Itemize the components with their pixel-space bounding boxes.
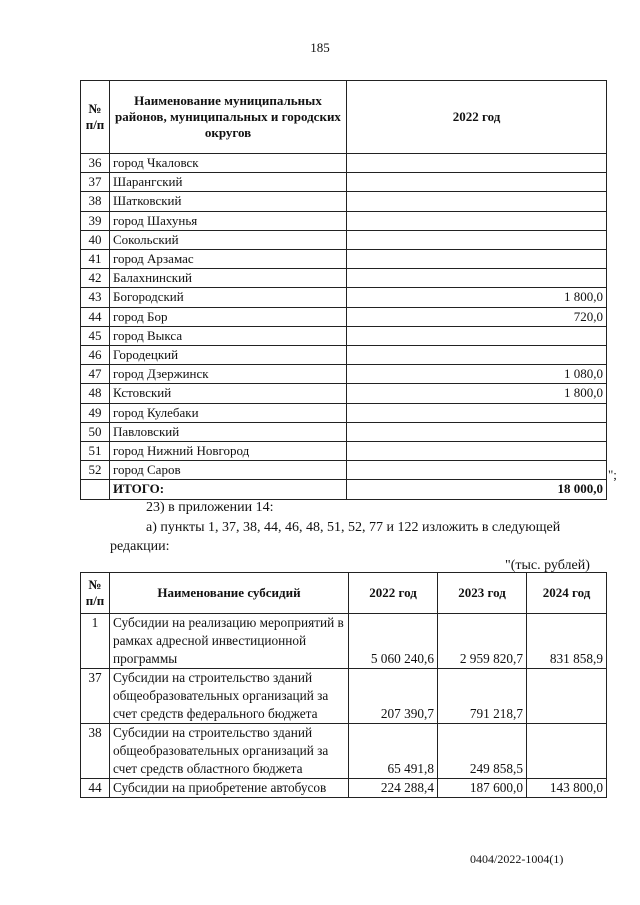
row-value: 1 800,0 <box>347 288 607 307</box>
row-value: 1 800,0 <box>347 384 607 403</box>
row-num: 43 <box>81 288 110 307</box>
row-num: 36 <box>81 154 110 173</box>
table-row <box>81 669 607 724</box>
row-num: 45 <box>81 326 110 345</box>
table-row <box>81 173 607 192</box>
row-value <box>347 403 607 422</box>
row-value: 1 080,0 <box>347 365 607 384</box>
table-row <box>81 326 607 345</box>
row-value <box>347 250 607 269</box>
table-row <box>81 230 607 249</box>
table-row <box>81 192 607 211</box>
table-row <box>81 269 607 288</box>
row-value <box>347 211 607 230</box>
row-num: 38 <box>81 724 110 779</box>
row-name: Балахнинский <box>110 269 347 288</box>
closing-quote: "; <box>608 467 617 482</box>
row-value <box>347 173 607 192</box>
table-body <box>81 154 607 500</box>
row-value <box>347 326 607 345</box>
municipal-districts-table <box>80 80 607 500</box>
paragraph-line-1: 23) в приложении 14: <box>146 500 274 515</box>
row-num: 47 <box>81 365 110 384</box>
header-year: 2022 год <box>347 81 607 154</box>
units-label: "(тыс. рублей) <box>505 558 590 573</box>
subsidies-table <box>80 572 607 798</box>
table-row <box>81 346 607 365</box>
row-value <box>347 442 607 461</box>
row-num: 44 <box>81 779 110 798</box>
paragraph-line-2: а) пункты 1, 37, 38, 44, 46, 48, 51, 52, 77 и 122 изложить в следующей <box>146 520 561 535</box>
header-2022: 2022 год <box>349 573 438 614</box>
total-num <box>81 480 110 499</box>
row-name: Шарангский <box>110 173 347 192</box>
header-num: № п/п <box>81 81 110 154</box>
row-2022: 5 060 240,6 <box>349 614 438 669</box>
row-num: 42 <box>81 269 110 288</box>
table-row <box>81 442 607 461</box>
row-2023: 791 218,7 <box>438 669 527 724</box>
row-num: 51 <box>81 442 110 461</box>
total-value: 18 000,0 <box>347 480 607 499</box>
row-2024 <box>527 724 607 779</box>
row-name: Субсидии на строительство зданий общеобразовательных организаций за счет средств областного бюджета <box>110 724 349 779</box>
table-row <box>81 250 607 269</box>
row-name: город Чкаловск <box>110 154 347 173</box>
row-value <box>347 422 607 441</box>
row-num: 49 <box>81 403 110 422</box>
row-name: город Саров <box>110 461 347 480</box>
header-name: Наименование субсидий <box>110 573 349 614</box>
row-value: 720,0 <box>347 307 607 326</box>
row-value <box>347 269 607 288</box>
row-name: Сокольский <box>110 230 347 249</box>
table-row <box>81 365 607 384</box>
row-num: 44 <box>81 307 110 326</box>
table-header-row <box>81 573 607 614</box>
row-name: Городецкий <box>110 346 347 365</box>
table-row <box>81 614 607 669</box>
row-2024: 831 858,9 <box>527 614 607 669</box>
row-num: 37 <box>81 173 110 192</box>
row-2022: 207 390,7 <box>349 669 438 724</box>
table-row <box>81 307 607 326</box>
total-row <box>81 480 607 499</box>
row-name: город Арзамас <box>110 250 347 269</box>
row-name: город Шахунья <box>110 211 347 230</box>
row-2023: 187 600,0 <box>438 779 527 798</box>
row-name: Субсидии на строительство зданий общеобразовательных организаций за счет средств федерального бюджета <box>110 669 349 724</box>
row-num: 1 <box>81 614 110 669</box>
row-value <box>347 461 607 480</box>
table-row <box>81 724 607 779</box>
row-name: Субсидии на реализацию мероприятий в рамках адресной инвестиционной программы <box>110 614 349 669</box>
row-value <box>347 154 607 173</box>
table-row <box>81 384 607 403</box>
row-2023: 249 858,5 <box>438 724 527 779</box>
row-name: Кстовский <box>110 384 347 403</box>
row-num: 48 <box>81 384 110 403</box>
row-2022: 224 288,4 <box>349 779 438 798</box>
row-name: Шатковский <box>110 192 347 211</box>
row-name: город Бор <box>110 307 347 326</box>
row-value <box>347 192 607 211</box>
row-value <box>347 230 607 249</box>
row-name: город Выкса <box>110 326 347 345</box>
table-row <box>81 403 607 422</box>
row-num: 37 <box>81 669 110 724</box>
table-row <box>81 461 607 480</box>
row-num: 41 <box>81 250 110 269</box>
header-num: № п/п <box>81 573 110 614</box>
row-name: Павловский <box>110 422 347 441</box>
table-body <box>81 614 607 798</box>
row-2023: 2 959 820,7 <box>438 614 527 669</box>
row-name: Богородский <box>110 288 347 307</box>
header-2024: 2024 год <box>527 573 607 614</box>
header-name: Наименование муниципальных районов, муниципальных и городских округов <box>110 81 347 154</box>
row-name: город Дзержинск <box>110 365 347 384</box>
table-row <box>81 154 607 173</box>
row-2024: 143 800,0 <box>527 779 607 798</box>
header-2023: 2023 год <box>438 573 527 614</box>
paragraph-line-3: редакции: <box>110 539 170 554</box>
row-num: 38 <box>81 192 110 211</box>
table-row <box>81 288 607 307</box>
row-num: 50 <box>81 422 110 441</box>
document-code: 0404/2022-1004(1) <box>470 852 564 866</box>
total-label: ИТОГО: <box>110 480 347 499</box>
row-value <box>347 346 607 365</box>
row-2024 <box>527 669 607 724</box>
table-row <box>81 422 607 441</box>
row-num: 39 <box>81 211 110 230</box>
row-num: 40 <box>81 230 110 249</box>
row-num: 52 <box>81 461 110 480</box>
row-2022: 65 491,8 <box>349 724 438 779</box>
table-row <box>81 211 607 230</box>
row-name: город Кулебаки <box>110 403 347 422</box>
table-header-row <box>81 81 607 154</box>
table-row <box>81 779 607 798</box>
row-name: Субсидии на приобретение автобусов <box>110 779 349 798</box>
row-name: город Нижний Новгород <box>110 442 347 461</box>
page-number: 185 <box>310 40 330 55</box>
row-num: 46 <box>81 346 110 365</box>
